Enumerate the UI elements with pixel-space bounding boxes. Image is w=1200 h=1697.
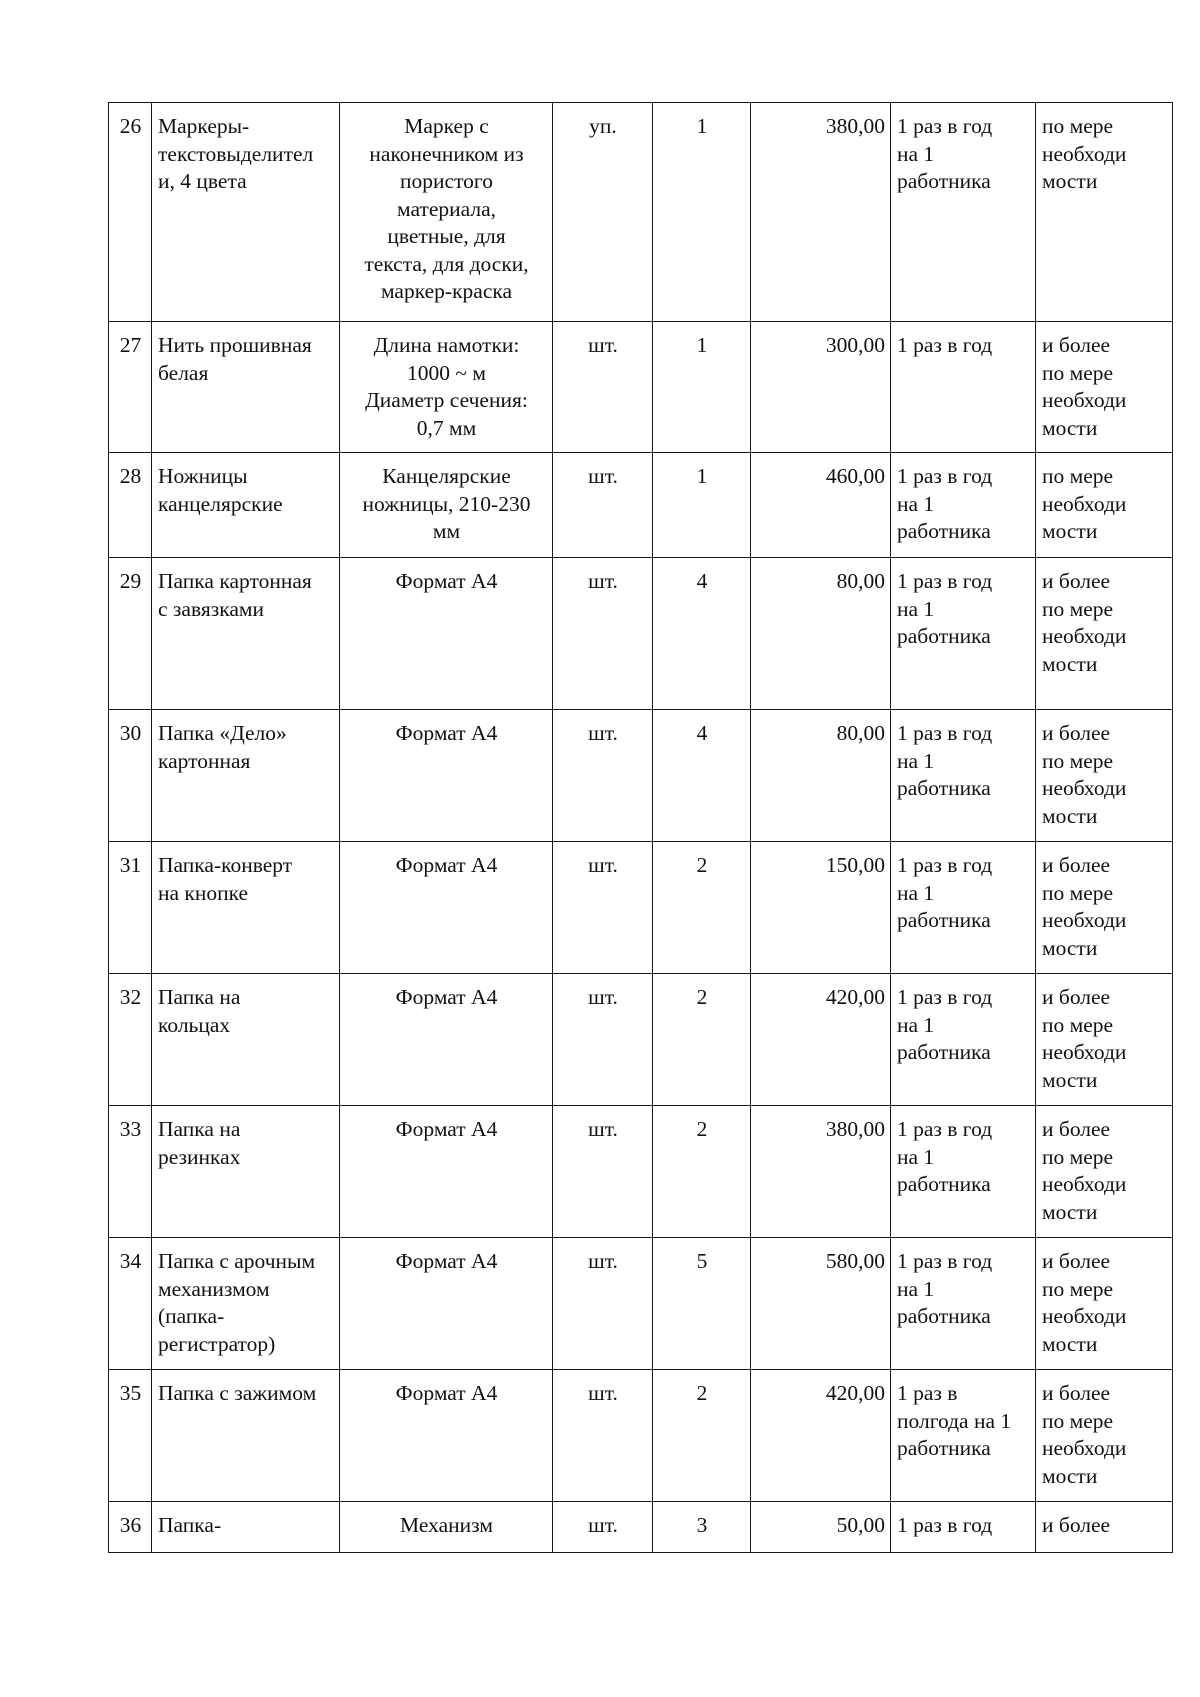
quantity-cell: 5 [653,1238,751,1370]
unit-cell: шт. [553,1238,653,1370]
note-cell: и более по мере необходи мости [1036,710,1173,842]
item-spec-cell: Механизм [340,1502,553,1553]
note-cell: и более [1036,1502,1173,1553]
item-spec-cell: Формат А4 [340,1106,553,1238]
period-cell: 1 раз в год [891,322,1036,453]
price-cell: 80,00 [751,710,891,842]
item-name-cell: Нить прошивная белая [152,322,340,453]
item-name-cell: Маркеры- текстовыделител и, 4 цвета [152,103,340,322]
price-cell: 380,00 [751,103,891,322]
note-cell: и более по мере необходи мости [1036,1370,1173,1502]
item-name-cell: Папка- [152,1502,340,1553]
item-name-cell: Папка «Дело» картонная [152,710,340,842]
item-spec-cell: Формат А4 [340,842,553,974]
period-cell: 1 раз в год [891,1502,1036,1553]
note-cell: и более по мере необходи мости [1036,322,1173,453]
table-row [109,1106,1173,1238]
quantity-cell: 4 [653,558,751,710]
unit-cell: шт. [553,322,653,453]
item-spec-cell: Длина намотки: 1000 ~ м Диаметр сечения: 0,7 мм [340,322,553,453]
item-spec-cell: Формат А4 [340,1238,553,1370]
quantity-cell: 1 [653,322,751,453]
note-cell: по мере необходи мости [1036,453,1173,558]
unit-cell: шт. [553,710,653,842]
row-number-cell: 26 [109,103,152,322]
note-cell: по мере необходи мости [1036,103,1173,322]
period-cell: 1 раз в год на 1 работника [891,453,1036,558]
price-cell: 380,00 [751,1106,891,1238]
price-cell: 80,00 [751,558,891,710]
row-number-cell: 28 [109,453,152,558]
unit-cell: шт. [553,1106,653,1238]
item-name-cell: Ножницы канцелярские [152,453,340,558]
table-row [109,453,1173,558]
period-cell: 1 раз в год на 1 работника [891,1106,1036,1238]
unit-cell: шт. [553,842,653,974]
supplies-table [108,102,1173,1553]
quantity-cell: 1 [653,103,751,322]
period-cell: 1 раз в полгода на 1 работника [891,1370,1036,1502]
row-number-cell: 34 [109,1238,152,1370]
price-cell: 460,00 [751,453,891,558]
table-row [109,322,1173,453]
item-spec-cell: Канцелярские ножницы, 210-230 мм [340,453,553,558]
note-cell: и более по мере необходи мости [1036,842,1173,974]
item-spec-cell: Маркер с наконечником из пористого материала, цветные, для текста, для доски, маркер-краска [340,103,553,322]
row-number-cell: 36 [109,1502,152,1553]
item-name-cell: Папка с зажимом [152,1370,340,1502]
quantity-cell: 2 [653,1106,751,1238]
row-number-cell: 35 [109,1370,152,1502]
item-spec-cell: Формат А4 [340,974,553,1106]
unit-cell: уп. [553,103,653,322]
table-row [109,103,1173,322]
price-cell: 50,00 [751,1502,891,1553]
quantity-cell: 1 [653,453,751,558]
quantity-cell: 3 [653,1502,751,1553]
row-number-cell: 30 [109,710,152,842]
table-row [109,974,1173,1106]
table-row [109,558,1173,710]
quantity-cell: 2 [653,974,751,1106]
note-cell: и более по мере необходи мости [1036,974,1173,1106]
item-spec-cell: Формат А4 [340,1370,553,1502]
item-name-cell: Папка-конверт на кнопке [152,842,340,974]
table-row [109,842,1173,974]
row-number-cell: 27 [109,322,152,453]
note-cell: и более по мере необходи мости [1036,1106,1173,1238]
unit-cell: шт. [553,974,653,1106]
unit-cell: шт. [553,1370,653,1502]
price-cell: 150,00 [751,842,891,974]
table-row [109,1502,1173,1553]
quantity-cell: 2 [653,842,751,974]
item-spec-cell: Формат А4 [340,558,553,710]
period-cell: 1 раз в год на 1 работника [891,103,1036,322]
unit-cell: шт. [553,1502,653,1553]
item-spec-cell: Формат А4 [340,710,553,842]
table-body [109,103,1173,1553]
unit-cell: шт. [553,453,653,558]
table-row [109,1238,1173,1370]
note-cell: и более по мере необходи мости [1036,1238,1173,1370]
item-name-cell: Папка картонная с завязками [152,558,340,710]
row-number-cell: 32 [109,974,152,1106]
item-name-cell: Папка с арочным механизмом (папка- регистратор) [152,1238,340,1370]
period-cell: 1 раз в год на 1 работника [891,710,1036,842]
period-cell: 1 раз в год на 1 работника [891,1238,1036,1370]
note-cell: и более по мере необходи мости [1036,558,1173,710]
item-name-cell: Папка на резинках [152,1106,340,1238]
price-cell: 420,00 [751,974,891,1106]
unit-cell: шт. [553,558,653,710]
row-number-cell: 29 [109,558,152,710]
price-cell: 580,00 [751,1238,891,1370]
table-row [109,710,1173,842]
row-number-cell: 31 [109,842,152,974]
period-cell: 1 раз в год на 1 работника [891,558,1036,710]
quantity-cell: 4 [653,710,751,842]
period-cell: 1 раз в год на 1 работника [891,974,1036,1106]
price-cell: 300,00 [751,322,891,453]
quantity-cell: 2 [653,1370,751,1502]
row-number-cell: 33 [109,1106,152,1238]
period-cell: 1 раз в год на 1 работника [891,842,1036,974]
price-cell: 420,00 [751,1370,891,1502]
item-name-cell: Папка на кольцах [152,974,340,1106]
table-row [109,1370,1173,1502]
